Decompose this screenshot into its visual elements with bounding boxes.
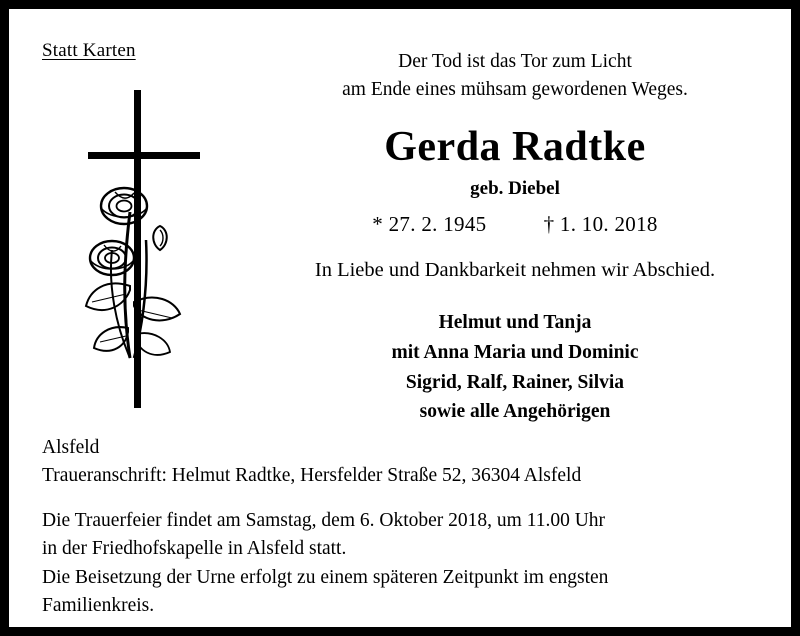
- verse-line-2: am Ende eines mühsam gewordenen Weges.: [342, 78, 688, 100]
- verse-line-1: Der Tod ist das Tor zum Licht: [398, 51, 632, 72]
- ceremony-line: Die Trauerfeier findet am Samstag, dem 6. Oktober 2018, um 11.00 Uhr: [42, 510, 606, 531]
- statt-karten-note: Statt Karten: [42, 40, 136, 61]
- deceased-name: Gerda Radtke: [384, 124, 646, 171]
- family-line: sowie alle Angehörigen: [419, 401, 611, 423]
- verse: [260, 48, 770, 103]
- maiden-name: geb. Diebel: [470, 178, 560, 200]
- farewell-line: In Liebe und Dankbarkeit nehmen wir Abschied.: [314, 259, 716, 282]
- birth-date: * 27. 2. 1945: [372, 212, 487, 237]
- obituary-inner-frame: [9, 9, 791, 627]
- cross-with-roses-icon: [72, 90, 252, 420]
- life-dates: [260, 212, 770, 237]
- death-date: † 1. 10. 2018: [543, 212, 658, 237]
- ceremony-line: in der Friedhofskapelle in Alsfeld statt.: [42, 538, 347, 560]
- ceremony-line: Die Beisetzung der Urne erfolgt zu einem späteren Zeitpunkt im engsten: [42, 566, 609, 588]
- obituary-text-column: [260, 48, 770, 427]
- family-list: [260, 308, 770, 427]
- family-line: mit Anna Maria und Dominic: [391, 342, 639, 364]
- place-name: Alsfeld: [42, 437, 100, 458]
- family-line: Sigrid, Ralf, Rainer, Silvia: [405, 371, 625, 393]
- mourning-address: Traueranschrift: Helmut Radtke, Hersfelder Straße 52, 36304 Alsfeld: [42, 465, 582, 487]
- ceremony-block: [42, 507, 772, 620]
- address-block: [42, 434, 581, 491]
- family-line: Helmut und Tanja: [438, 312, 592, 334]
- ceremony-line: Familienkreis.: [42, 594, 155, 616]
